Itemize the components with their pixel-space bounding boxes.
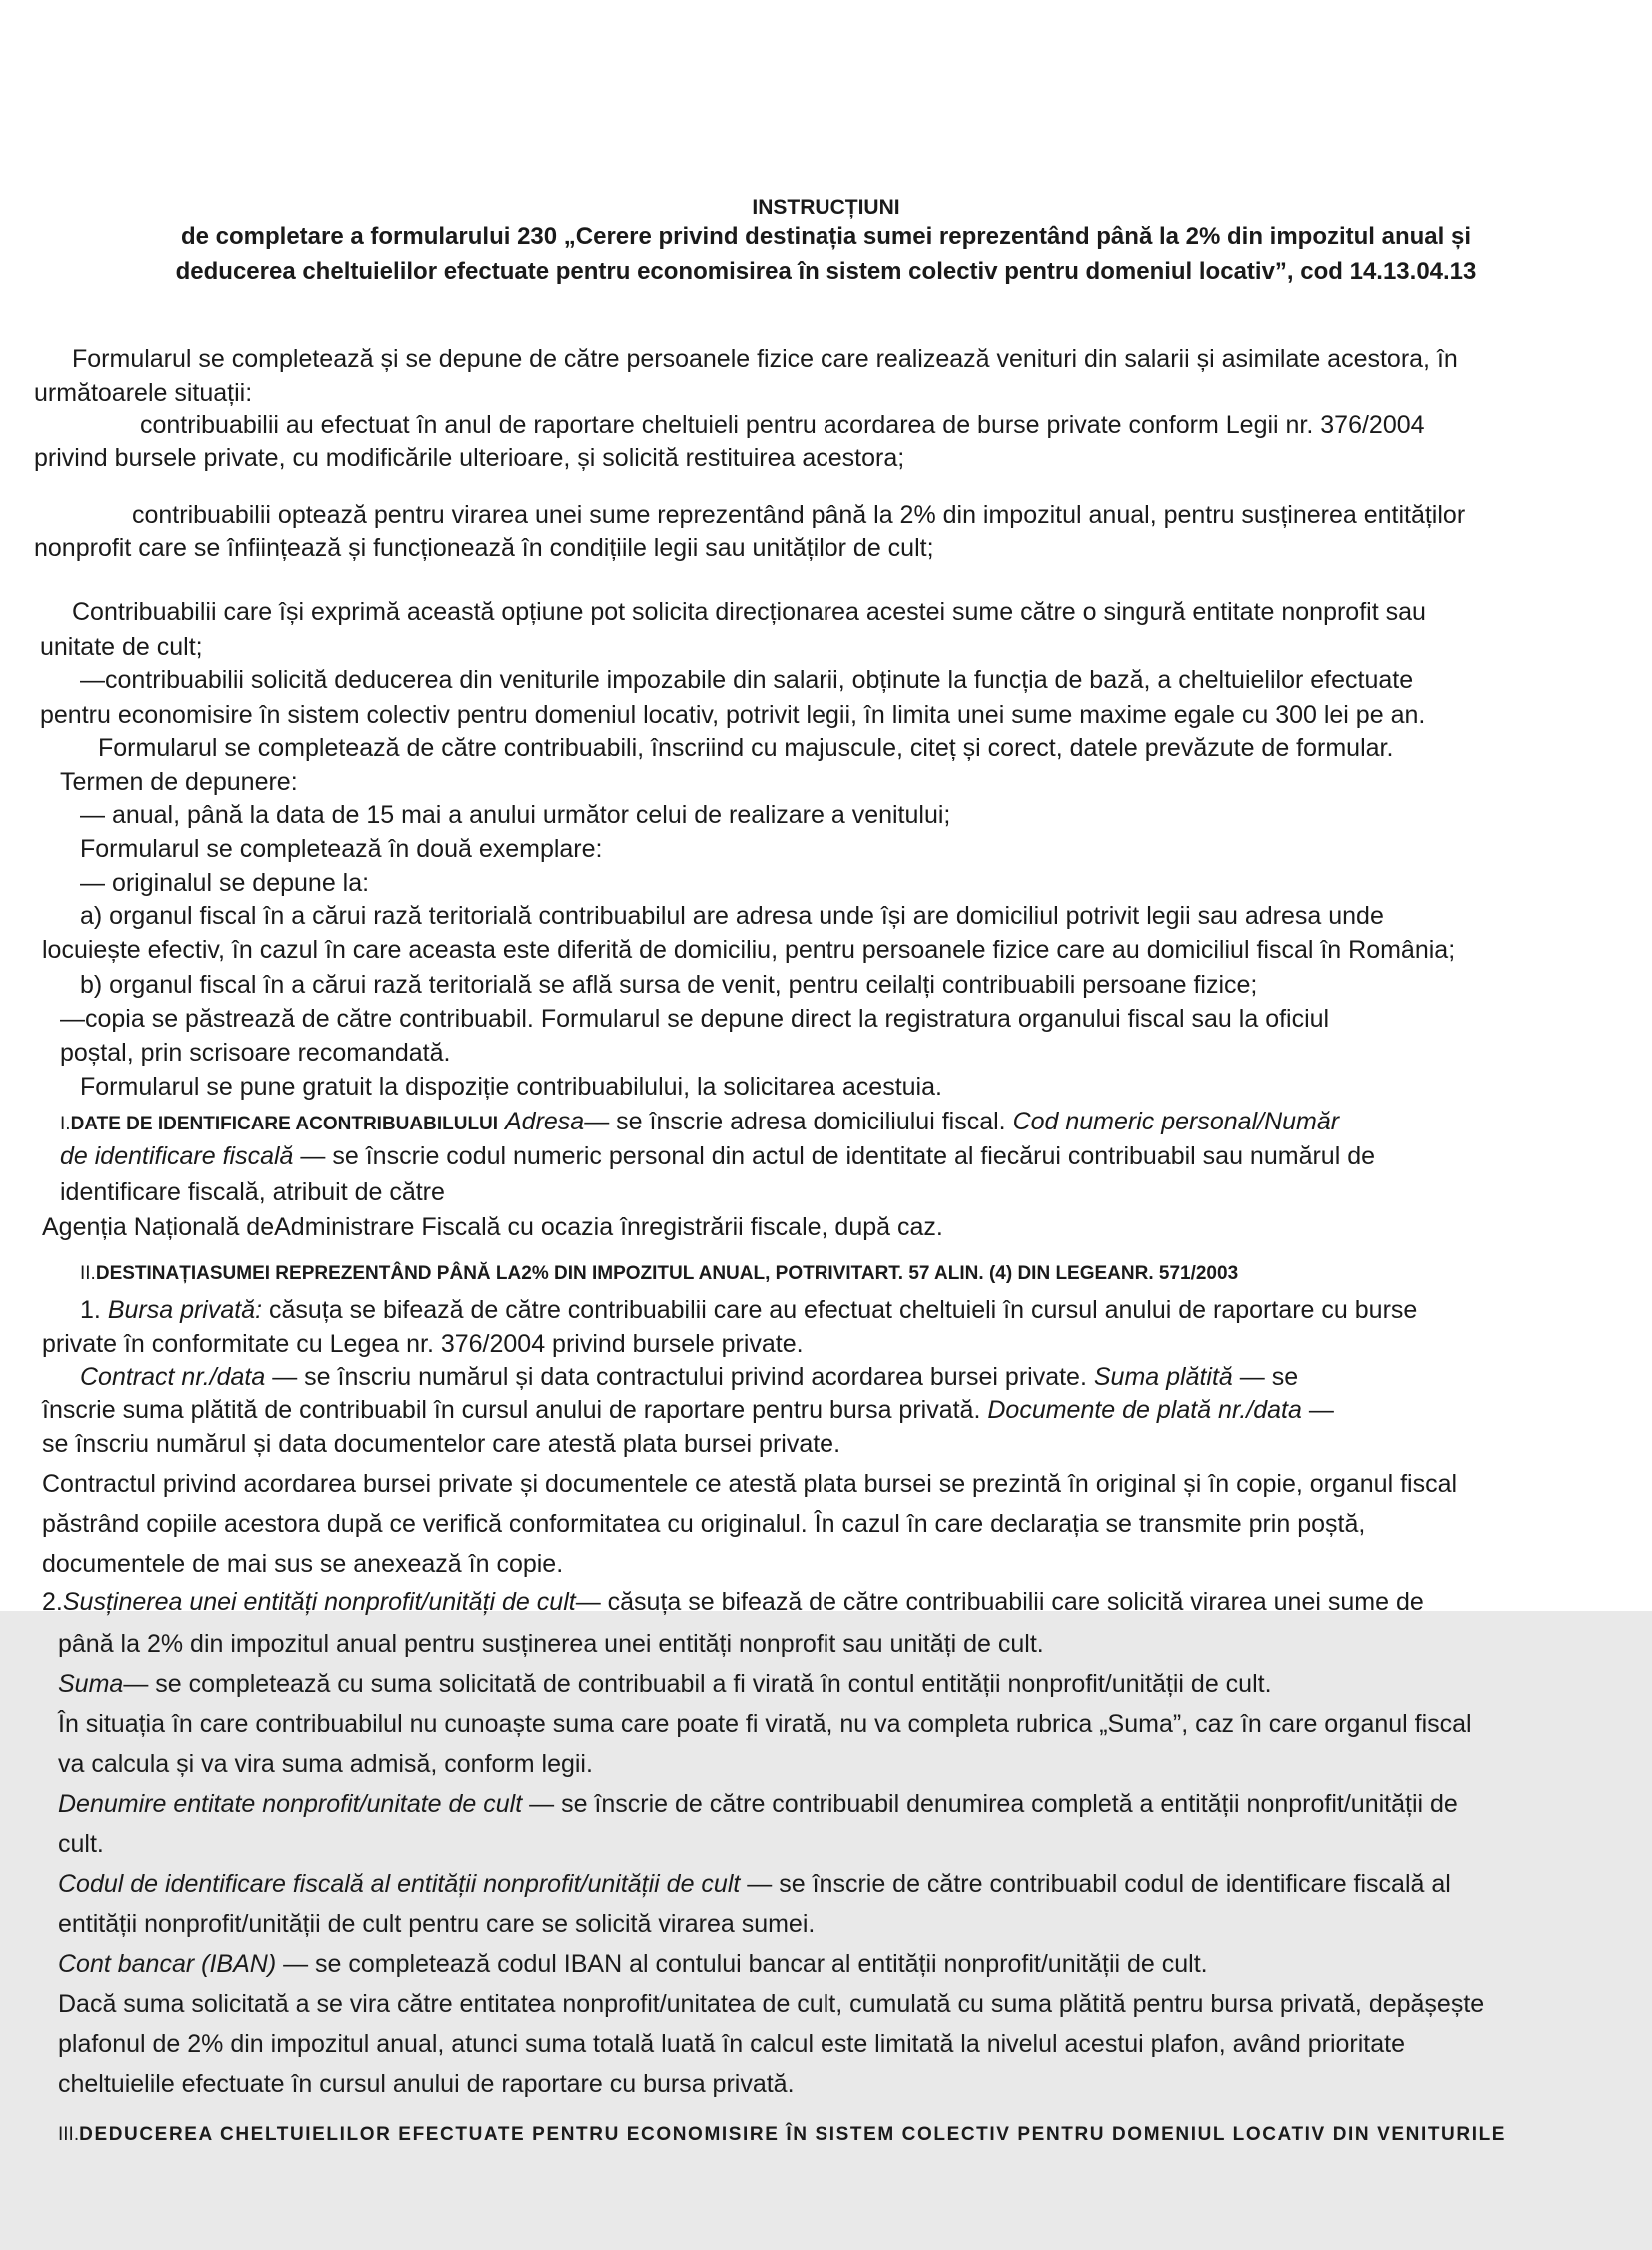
section-heading: DEDUCEREA CHELTUIELILOR EFECTUATE PENTRU ECONOMISIRE ÎN SISTEM COLECTIV PENTRU DOMENIUL LOCATIV DIN VENITURILE: [79, 2124, 1507, 2145]
item-number: 1.: [80, 1296, 101, 1324]
intro-line: unitate de cult;: [40, 633, 203, 661]
section2-line: [58, 1949, 1208, 1979]
section2-line: plafonul de 2% din impozitul anual, atunci suma totală luată în calcul este limitată la nivelul acestui plafon, având prioritate: [58, 2030, 1406, 2058]
field-description: — se completează codul IBAN al contului bancar al entității nonprofit/unității de cult.: [283, 1950, 1208, 1978]
section1-heading-line: [60, 1107, 1339, 1139]
section2-line: Dacă suma solicitată a se vira către entitatea nonprofit/unitatea de cult, cumulată cu suma plătită pentru bursa privată, depășește: [58, 1990, 1485, 2018]
section2-line: [58, 1669, 1272, 1699]
intro-line: Formularul se completează în două exemplare:: [80, 835, 603, 863]
intro-line: următoarele situații:: [34, 379, 253, 407]
section2-line: cheltuielile efectuate în cursul anului de raportare cu bursa privată.: [58, 2070, 795, 2098]
section2-line: cult.: [58, 1830, 104, 1858]
intro-line: b) organul fiscal în a cărui rază teritorială se află sursa de venit, pentru ceilalți contribuabili persoane fizice;: [80, 971, 1258, 999]
intro-line: Formularul se completează de către contribuabili, înscriind cu majuscule, citeț și corect, datele prevăzute de formular.: [98, 734, 1394, 762]
field-label: Cont bancar (IBAN): [58, 1950, 277, 1978]
intro-line: a) organul fiscal în a cărui rază teritorială contribuabilul are adresa unde își are domiciliul potrivit legii sau adresa unde: [80, 902, 1384, 930]
section2-line: Contractul privind acordarea bursei private și documentele ce atestă plata bursei se prezintă în original și în copie, organul fiscal: [42, 1470, 1458, 1498]
field-description: înscrie suma plătită de contribuabil în cursul anului de raportare pentru bursa privată.: [42, 1396, 981, 1424]
field-description: — se înscrie adresa domiciliului fiscal.: [584, 1108, 1006, 1135]
intro-line: Termen de depunere:: [60, 768, 298, 796]
intro-line: — anual, până la data de 15 mai a anului următor celui de realizare a venitului;: [80, 801, 951, 829]
section-number: II.: [80, 1263, 96, 1284]
field-label: Suma plătită: [1093, 1363, 1233, 1391]
section1-line: Agenția Națională deAdministrare Fiscală cu ocazia înregistrării fiscale, după caz.: [42, 1213, 943, 1241]
section3-heading-line: [58, 2117, 1506, 2150]
section2-line: documentele de mai sus se anexează în copie.: [42, 1550, 564, 1578]
section2-line: [58, 1789, 1458, 1819]
section2-line: entității nonprofit/unității de cult pentru care se solicită virarea sumei.: [58, 1910, 816, 1938]
section-heading: DATE DE IDENTIFICARE ACONTRIBUABILULUI: [70, 1114, 499, 1134]
field-label: Adresa: [505, 1108, 585, 1135]
field-label: Bursa privată:: [107, 1296, 263, 1324]
section2-line: va calcula și va vira suma admisă, conform legii.: [58, 1750, 593, 1778]
doc-subtitle-line1: de completare a formularului 230 „Cerere privind destinația sumei reprezentând până la 2% din impozitul anual și: [180, 223, 1472, 250]
item-number: 2.: [42, 1588, 63, 1616]
intro-line: —contribuabilii solicită deducerea din veniturile impozabile din salarii, obținute la funcția de bază, a cheltuielilor efectuate: [80, 666, 1414, 694]
section2-line: se înscriu numărul și data documentelor care atestă plata bursei private.: [42, 1430, 841, 1458]
field-label: Susținerea unei entități nonprofit/unități de cult: [62, 1588, 576, 1616]
field-label: Codul de identificare fiscală al entității nonprofit/unității de cult: [58, 1870, 741, 1898]
intro-line: —copia se păstrează de către contribuabil. Formularul se depune direct la registratura organului fiscal sau la oficiul: [60, 1005, 1330, 1033]
section2-line: [58, 1869, 1451, 1899]
field-description: — se înscriu numărul și data contractului privind acordarea bursei private.: [272, 1363, 1087, 1391]
doc-subtitle-line2: deducerea cheltuielilor efectuate pentru economisirea în sistem colectiv pentru domeniul locativ”, cod 14.13.04.13: [175, 258, 1477, 285]
intro-line: contribuabilii optează pentru virarea unei sume reprezentând până la 2% din impozitul anual, pentru susținerea entităților: [132, 501, 1466, 529]
intro-line: nonprofit care se înființează și funcționează în condițiile legii sau unităților de cult;: [34, 534, 934, 562]
intro-line: pentru economisire în sistem colectiv pentru domeniul locativ, potrivit legii, în limita unei sume maxime egale cu 300 lei pe an.: [40, 701, 1426, 729]
section2-line: private în conformitate cu Legea nr. 376/2004 privind bursele private.: [42, 1330, 804, 1358]
section2-line: până la 2% din impozitul anual pentru susținerea unei entități nonprofit sau unități de cult.: [58, 1630, 1044, 1658]
intro-line: poștal, prin scrisoare recomandată.: [60, 1039, 451, 1067]
section-number: III.: [58, 2124, 80, 2145]
field-label: Contract nr./data: [80, 1363, 266, 1391]
section2-line: [80, 1362, 1298, 1392]
field-label: de identificare fiscală: [60, 1142, 294, 1170]
field-description: — se înscrie de către contribuabil codul de identificare fiscală al: [747, 1870, 1451, 1898]
intro-line: contribuabilii au efectuat în anul de raportare cheltuieli pentru acordarea de burse private conform Legii nr. 376/2004: [140, 411, 1425, 439]
section2-line: În situația în care contribuabilul nu cunoaște suma care poate fi virată, nu va completa rubrica „Suma”, caz în care organul fiscal: [58, 1710, 1472, 1738]
field-label: Cod numeric personal/Număr: [1012, 1108, 1340, 1135]
section2-line: păstrând copiile acestora după ce verifică conformitatea cu originalul. În cazul în care declarația se transmite prin poștă,: [42, 1510, 1366, 1538]
intro-line: locuiește efectiv, în cazul în care aceasta este diferită de domiciliu, pentru persoanele fizice care au domiciliul fiscal în România;: [42, 936, 1456, 964]
section2-line: [80, 1295, 1417, 1325]
section2-heading-line: [80, 1256, 1238, 1289]
field-description: — se: [1239, 1363, 1299, 1391]
field-label: Denumire entitate nonprofit/unitate de cult: [58, 1790, 523, 1818]
section1-line: [60, 1141, 1375, 1171]
intro-line: privind bursele private, cu modificările ulterioare, și solicită restituirea acestora;: [34, 444, 905, 472]
section1-line: identificare fiscală, atribuit de către: [60, 1178, 445, 1206]
field-description: — se înscrie de către contribuabil denumirea completă a entității nonprofit/unității de: [529, 1790, 1458, 1818]
field-description: — se înscrie codul numeric personal din actul de identitate al fiecărui contribuabil sau numărul de: [300, 1142, 1376, 1170]
intro-line: — originalul se depune la:: [80, 869, 370, 897]
intro-line: Formularul se completează și se depune de către persoanele fizice care realizează venituri din salarii și asimilate acestora, în: [72, 345, 1458, 373]
section2-line: [42, 1587, 1424, 1617]
field-label: Documente de plată nr./data: [987, 1396, 1302, 1424]
section-heading: DESTINAȚIASUMEI REPREZENTÂND PÂNĂ LA2% DIN IMPOZITUL ANUAL, POTRIVITART. 57 ALIN. (4) DIN LEGEANR. 571/2003: [95, 1263, 1239, 1284]
section2-line: [42, 1395, 1334, 1425]
field-description: — se completează cu suma solicitată de contribuabil a fi virată în contul entității nonprofit/unității de cult.: [123, 1670, 1272, 1698]
doc-title: INSTRUCȚIUNI: [752, 196, 900, 219]
field-description: căsuța se bifează de către contribuabilii care au efectuat cheltuieli în cursul anului de raportare cu burse: [269, 1296, 1418, 1324]
field-description: — căsuța se bifează de către contribuabilii care solicită virarea unei sume de: [575, 1588, 1424, 1616]
intro-line: Contribuabilii care își exprimă această opțiune pot solicita direcționarea acestei sume către o singură entitate nonprofit sau: [72, 598, 1426, 626]
field-label: Suma: [58, 1670, 124, 1698]
field-description: —: [1308, 1396, 1334, 1424]
intro-line: Formularul se pune gratuit la dispoziție contribuabilului, la solicitarea acestuia.: [80, 1073, 942, 1101]
section-number: I.: [60, 1114, 71, 1134]
